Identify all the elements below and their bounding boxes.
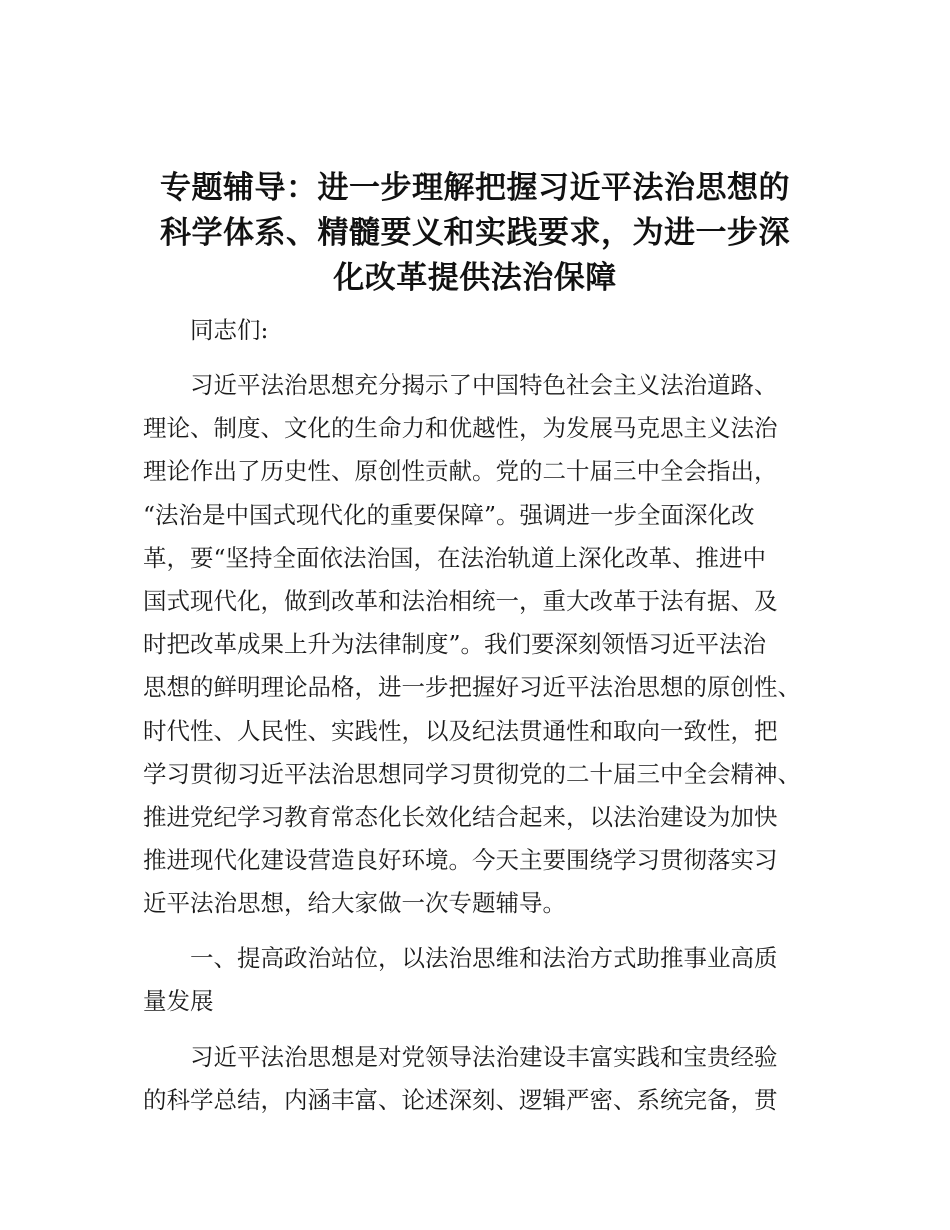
paragraph-line: 的科学总结，内涵丰富、论述深刻、逻辑严密、系统完备，贯	[143, 1086, 778, 1115]
paragraph-line: 国式现代化，做到改革和法治相统一，重大改革于法有据、及	[143, 587, 778, 616]
paragraph-line: 革，要“坚持全面依法治国，在法治轨道上深化改革、推进中	[143, 543, 767, 572]
paragraph-line: “法治是中国式现代化的重要保障”。强调进一步全面深化改	[143, 500, 755, 529]
document-title	[130, 166, 820, 301]
paragraph-line: 推进现代化建设营造良好环境。今天主要围绕学习贯彻落实习	[143, 846, 778, 875]
salutation-text: 同志们:	[190, 316, 269, 344]
title-line: 科学体系、精髓要义和实践要求，为进一步深	[160, 215, 790, 251]
paragraph-line: 思想的鲜明理论品格，进一步把握好习近平法治思想的原创性、	[143, 673, 801, 702]
paragraph-line: 习近平法治思想是对党领导法治建设丰富实践和宝贵经验	[190, 1043, 778, 1071]
paragraph-line: 学习贯彻习近平法治思想同学习贯彻党的二十届三中全会精神、	[143, 759, 801, 788]
title-line: 化改革提供法治保障	[333, 260, 617, 296]
paragraph-line: 习近平法治思想充分揭示了中国特色社会主义法治道路、	[190, 371, 778, 399]
paragraph-line: 理论、制度、文化的生命力和优越性，为发展马克思主义法治	[143, 414, 778, 443]
title-line: 专题辅导：进一步理解把握习近平法治思想的	[160, 170, 790, 206]
section-heading	[143, 937, 813, 1023]
paragraph-line: 时把改革成果上升为法律制度”。我们要深刻领悟习近平法治	[143, 630, 767, 659]
salutation	[143, 309, 813, 352]
paragraph-line: 理论作出了历史性、原创性贡献。党的二十届三中全会指出，	[143, 457, 778, 486]
paragraph-section-one	[143, 1036, 813, 1122]
paragraph-line: 时代性、人民性、实践性，以及纪法贯通性和取向一致性，把	[143, 716, 778, 745]
section-heading-line: 一、提高政治站位，以法治思维和法治方式助推事业高质	[190, 944, 778, 972]
paragraph-line: 近平法治思想，给大家做一次专题辅导。	[143, 889, 566, 918]
paragraph-line: 推进党纪学习教育常态化长效化结合起来，以法治建设为加快	[143, 803, 778, 832]
paragraph-intro	[143, 364, 813, 926]
section-heading-line: 量发展	[143, 987, 214, 1016]
